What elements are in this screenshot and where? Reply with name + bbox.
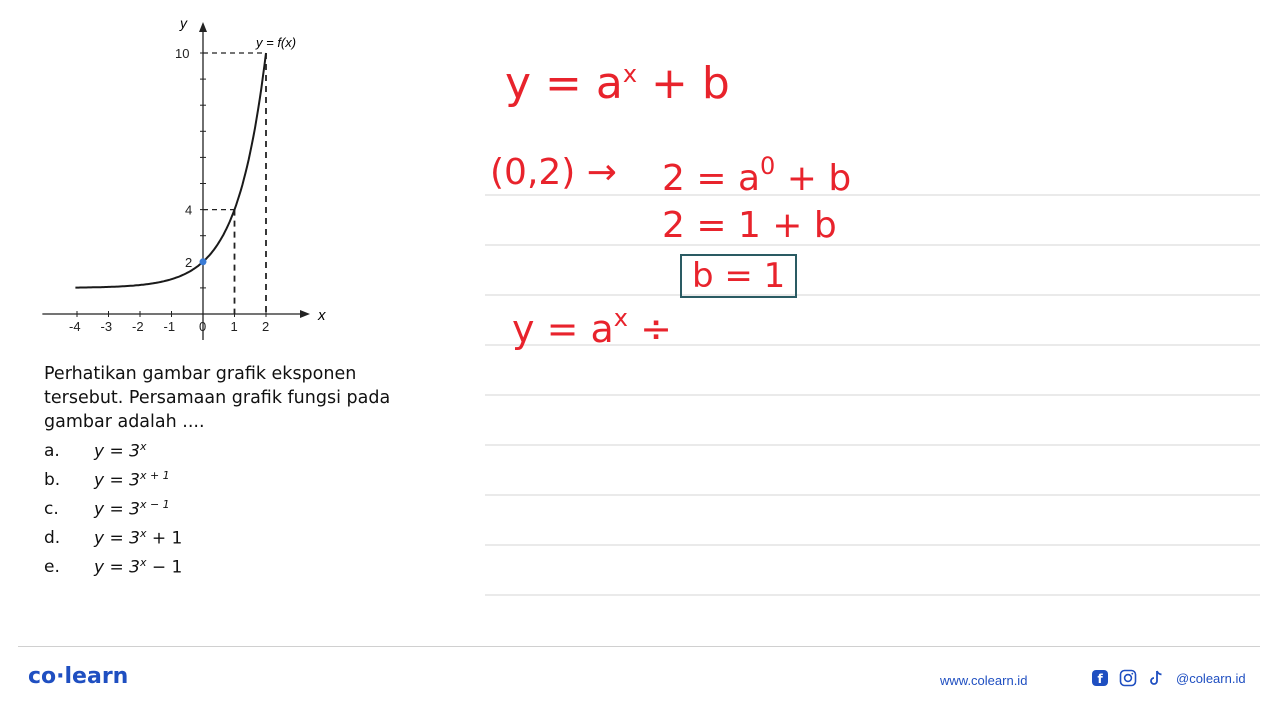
option-letter: a. — [44, 440, 60, 461]
x-axis-arrow — [300, 310, 310, 318]
handwriting-line-3: $2 = a^0 + b$ — [662, 152, 852, 199]
x-tick-label: 0 — [199, 319, 207, 334]
facebook-icon[interactable] — [1090, 668, 1110, 688]
social-handle[interactable]: @colearn.id — [1176, 670, 1246, 686]
y-tick-label: 2 — [185, 254, 193, 270]
question-text — [44, 362, 434, 434]
x-tick-label: -2 — [132, 319, 144, 334]
curve-label: y = f(x) — [256, 35, 297, 50]
option-a[interactable] — [44, 436, 182, 465]
instagram-icon[interactable] — [1118, 668, 1138, 688]
option-letter: d. — [44, 527, 61, 548]
social-links — [1090, 668, 1246, 688]
option-formula: $y = 3^{x - 1}$ — [94, 497, 170, 520]
svg-text:f: f — [1097, 672, 1103, 686]
y-axis-label: y — [180, 15, 187, 31]
y-tick-label: 4 — [185, 202, 193, 218]
option-c[interactable] — [44, 494, 182, 523]
question-paragraph: Perhatikan gambar grafik eksponen tersebut. Persamaan grafik fungsi pada gambar adalah .... — [44, 364, 391, 432]
option-letter: b. — [44, 469, 61, 490]
handwriting-line-6: $y = a^x$ ÷ — [512, 304, 672, 351]
exponential-curve — [75, 53, 266, 288]
x-axis-label: x — [318, 307, 326, 324]
ticks — [69, 46, 269, 334]
x-tick-label: -4 — [69, 319, 81, 334]
x-tick-label: 1 — [230, 319, 238, 334]
guide-lines — [203, 53, 266, 314]
x-tick-label: 2 — [262, 319, 270, 334]
option-formula: $y = 3^x - 1$ — [94, 555, 183, 578]
marked-points — [200, 258, 207, 265]
handwriting-line-4: 2 = 1 + b — [662, 205, 837, 246]
point-0-2 — [200, 258, 207, 265]
brand-logo: co·learn — [28, 664, 129, 689]
option-letter: c. — [44, 498, 59, 519]
exponential-graph — [0, 0, 470, 350]
option-formula: $y = 3^{x + 1}$ — [94, 468, 170, 491]
option-b[interactable] — [44, 465, 182, 494]
website-link[interactable]: www.colearn.id — [940, 673, 1028, 688]
option-d[interactable] — [44, 523, 182, 552]
handwriting-line-1: $y = a^x + b$ — [505, 58, 730, 109]
footer-divider — [18, 646, 1260, 647]
option-formula: $y = 3^x + 1$ — [94, 526, 183, 549]
y-axis-arrow — [199, 22, 207, 32]
tiktok-icon[interactable] — [1146, 668, 1166, 688]
option-letter: e. — [44, 556, 60, 577]
x-tick-label: -3 — [100, 319, 113, 334]
y-tick-label: 10 — [175, 46, 190, 61]
axes — [42, 22, 310, 340]
x-tick-label: -1 — [163, 319, 176, 334]
handwriting-boxed-result: b = 1 — [680, 254, 797, 298]
option-e[interactable] — [44, 552, 182, 581]
answer-options — [44, 436, 182, 581]
option-formula: $y = 3^x$ — [94, 439, 147, 462]
handwriting-line-2: (0,2) → — [490, 152, 617, 193]
